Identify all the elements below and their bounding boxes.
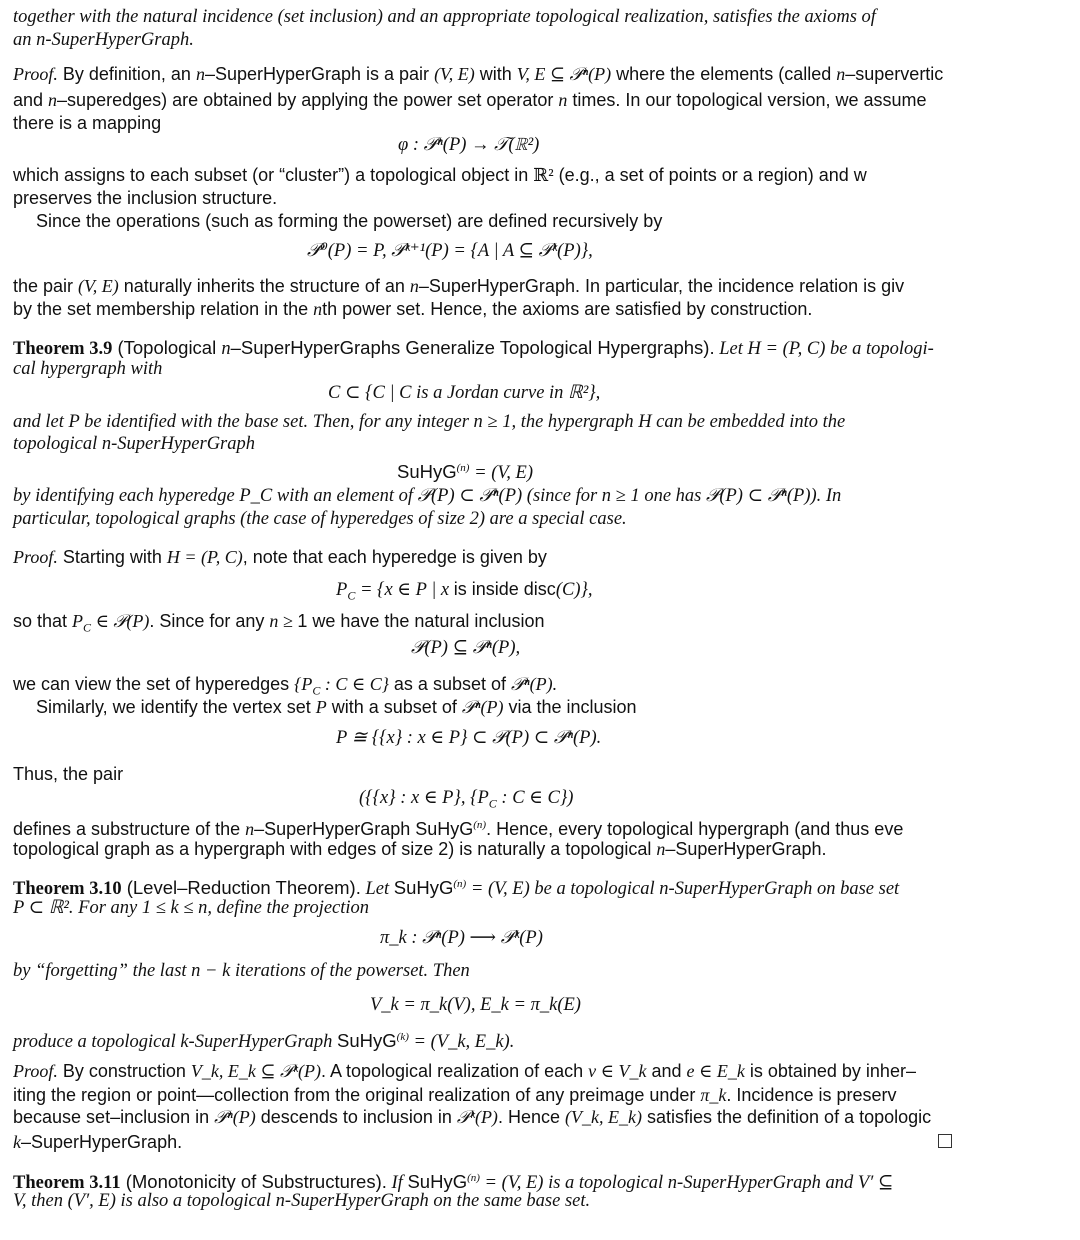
proof-1-line-8 [13,298,812,321]
equation-powerset-recursion: 𝒫⁰(P) = P, 𝒫ᵏ⁺¹(P) = {A | A ⊆ 𝒫ᵏ(P)}, [307,241,593,261]
math: C [83,620,92,635]
text: with [474,64,517,84]
math: {P [294,674,313,694]
text: –SuperHyperGraph. [665,839,827,859]
math: (V, E) [78,276,119,296]
math: ∈ 𝒫(P) [91,611,150,631]
proof-3-9-line-4 [36,696,637,719]
text: we can view the set of hyperedges [13,674,295,694]
theorem-body: produce a topological k-SuperHyperGraph [13,1032,338,1053]
proof-3-10-line-4 [13,1131,182,1154]
equation-projected-sets: V_k = π_k(V), E_k = π_k(E) [370,995,581,1015]
math: n [558,90,568,110]
proof-3-9-line-1 [13,546,547,569]
math: n [409,276,419,296]
theorem-body: Let H = (P, C) be a topologi- [714,339,934,359]
text: Starting with [57,547,167,567]
theorem-title: (Level–Reduction Theorem). [121,877,361,899]
text: as a subset of [388,674,511,694]
text: 1 we have the natural inclusion [297,611,545,631]
math: SuHyG [393,877,454,899]
text: . A topological realization of each [320,1061,589,1081]
theorem-3-9-line-4: topological n-SuperHyperGraph [13,434,256,454]
math: : C ∈ C}) [496,788,574,808]
math: e ∈ E_k [686,1061,745,1081]
equation-projection: π_k : 𝒫ⁿ(P) ⟶ 𝒫ᵏ(P) [380,928,543,948]
theorem-continuation-line-2: an n-SuperHyperGraph. [13,30,194,50]
text: –SuperHyperGraph SuHyG [254,819,474,839]
text: so that [13,611,73,631]
theorem-3-10-line-2: P ⊂ ℝ². For any 1 ≤ k ≤ n, define the projection [13,898,370,918]
theorem-label: Theorem 3.10 [13,879,122,900]
text: . Since for any [149,611,270,631]
theorem-3-9-line-6: particular, topological graphs (the case of hyperedges of size 2) are a special case. [13,509,627,529]
text: and [13,90,49,110]
equation-vertex-identification: P ≅ {{x} : x ∈ P} ⊂ 𝒫(P) ⊂ 𝒫ⁿ(P). [336,728,602,748]
text: –superedges) are obtained by applying the power set operator [57,90,559,110]
math: (n) [453,878,467,890]
text: By definition, an [57,64,196,84]
theorem-label: Theorem 3.9 [13,339,113,359]
theorem-body: = (V, E) be a topological n-SuperHyperGraph on base set [466,879,900,900]
math: H = (P, C) [166,547,243,567]
math: ℝ² [533,165,554,185]
math: = (V, E) [469,463,533,484]
theorem-body: Let [360,879,394,900]
text: –SuperHyperGraph is a pair [204,64,435,84]
text: –supervertic [845,64,944,84]
theorem-3-10-line-3: by “forgetting” the last n − k iterations of the powerset. Then [13,961,470,981]
proof-3-9-line-2 [13,610,544,640]
math: n [195,64,205,84]
math: (n) [456,462,470,474]
theorem-3-9-line-3: and let P be identified with the base set. Then, for any integer n ≥ 1, the hypergraph H can be embedded into the [13,412,846,432]
math: C [347,588,356,603]
math: V_k, E_k ⊆ 𝒫ᵏ(P) [190,1061,321,1081]
proof-1-line-3: there is a mapping [13,113,162,133]
proof-1-line-5: preserves the inclusion structure. [13,188,278,208]
text: naturally inherits the structure of an [118,276,410,296]
text: iting the region or point—collection from the original realization of any preimage under [13,1085,701,1105]
theorem-title: (Topological [112,337,222,358]
proof-label: Proof. [13,1061,58,1081]
math: n [313,299,323,319]
theorem-3-11-line-2: V, then (V′, E) is also a topological n-SuperHyperGraph on the same base set. [13,1191,591,1211]
text: . Hence, every topological hypergraph (and thus eve [486,819,904,839]
equation-inclusion: 𝒫(P) ⊆ 𝒫ⁿ(P), [411,638,521,658]
math: (k) [396,1031,409,1043]
equation-pair [359,787,573,816]
equation-suhyg [397,457,533,485]
text: times. In our topological version, we assume [567,90,927,110]
math: SuHyG [407,1171,468,1193]
proof-3-9-line-7 [13,838,826,861]
text: By construction [57,1061,191,1081]
text: via the inclusion [503,697,637,717]
proof-1-line-6: Since the operations (such as forming the powerset) are defined recursively by [36,211,663,231]
math: P [336,580,348,600]
math: : C ∈ C} [320,674,389,694]
theorem-body: If [386,1173,408,1194]
text: and [646,1061,687,1081]
text: th power set. Hence, the axioms are satisfied by construction. [322,299,813,319]
math: 𝒫ⁿ(P) [214,1107,256,1127]
math: 𝒫ᵏ(P) [456,1107,498,1127]
proof-3-9-line-6 [13,814,1038,841]
theorem-3-9-line-2: cal hypergraph with [13,359,163,379]
qed-symbol [938,1134,952,1148]
theorem-3-9-line-5: by identifying each hyperedge P_C with an element of 𝒫(P) ⊂ 𝒫ⁿ(P) (since for n ≥ 1 one has 𝒫(P) ⊂ 𝒫ⁿ(P)). In [13,486,842,506]
theorem-body: = (V, E) is a topological n-SuperHyperGraph and V′ ⊆ [479,1173,894,1194]
text: defines a substructure of the [13,819,246,839]
text: by the set membership relation in the [13,299,314,319]
math: SuHyG [337,1030,397,1052]
math: (C)}, [555,580,593,600]
proof-1-line-1 [13,63,1038,86]
text: is obtained by inher– [744,1061,916,1081]
equation-mapping: φ : 𝒫ⁿ(P) → 𝒯(ℝ²) [398,135,540,155]
math: 𝒫ⁿ(P) [461,697,504,717]
text: is inside disc [453,579,556,599]
theorem-label: Theorem 3.11 [13,1173,121,1194]
proof-1-line-4 [13,164,1038,187]
proof-3-10-line-2 [13,1084,1038,1107]
math: V, E ⊆ 𝒫ⁿ(P) [516,64,612,84]
text: the pair [13,276,79,296]
math: n [836,64,846,84]
math: n ≥ [269,611,298,631]
math: C [488,796,497,811]
math: n [245,819,255,839]
math: (n) [467,1172,480,1184]
math: v ∈ V_k [588,1061,647,1081]
proof-label: Proof. [13,64,58,84]
proof-3-9-line-5: Thus, the pair [13,764,124,784]
proof-3-10-line-3 [13,1106,1038,1129]
math: n [221,339,231,359]
math: (n) [473,819,487,831]
text: , note that each hyperedge is given by [242,547,547,567]
math: (V_k, E_k) [564,1107,642,1127]
equation-hyperedge [336,578,593,608]
equation-jordan-curves: C ⊂ {C | C is a Jordan curve in ℝ²}, [328,383,601,403]
text: (e.g., a set of points or a region) and w [553,165,867,185]
math: C [312,683,321,698]
math: n [656,839,666,859]
text: . Hence [497,1107,565,1127]
math: = {x ∈ P | x [355,580,454,600]
proof-1-line-7 [13,275,1038,298]
math: P [72,611,84,631]
theorem-3-10-line-4 [13,1026,514,1054]
theorem-continuation-line-1: together with the natural incidence (set inclusion) and an appropriate topological realization, satisfies the axioms of [13,7,876,27]
text: Similarly, we identify the vertex set [36,697,316,717]
math: π_k [700,1085,727,1105]
math: n [48,90,58,110]
proof-1-line-2 [13,89,1038,112]
text: because set–inclusion in [13,1107,215,1127]
text: where the elements (called [611,64,837,84]
math: ({{x} : x ∈ P}, {P [359,788,489,808]
text: which assigns to each subset (or “cluster”) a topological object in [13,165,534,185]
theorem-title: –SuperHyperGraphs Generalize Topological Hypergraphs). [230,337,715,358]
text: descends to inclusion in [255,1107,457,1127]
theorem-body: = (V_k, E_k). [408,1032,515,1053]
math: SuHyG [397,461,457,483]
theorem-title: (Monotonicity of Substructures). [120,1171,387,1193]
text: with a subset of [326,697,462,717]
proof-label: Proof. [13,547,58,567]
math: 𝒫ⁿ(P). [511,674,558,694]
text: satisfies the definition of a topologic [641,1107,932,1127]
math: k [13,1132,21,1152]
text: topological graph as a hypergraph with edges of size 2) is naturally a topological [13,839,657,859]
math: (V, E) [434,64,475,84]
text: –SuperHyperGraph. In particular, the incidence relation is giv [418,276,905,296]
text: –SuperHyperGraph. [21,1132,183,1152]
text: . Incidence is preserv [726,1085,897,1105]
math: P [315,697,327,717]
proof-3-10-line-1 [13,1060,1038,1083]
